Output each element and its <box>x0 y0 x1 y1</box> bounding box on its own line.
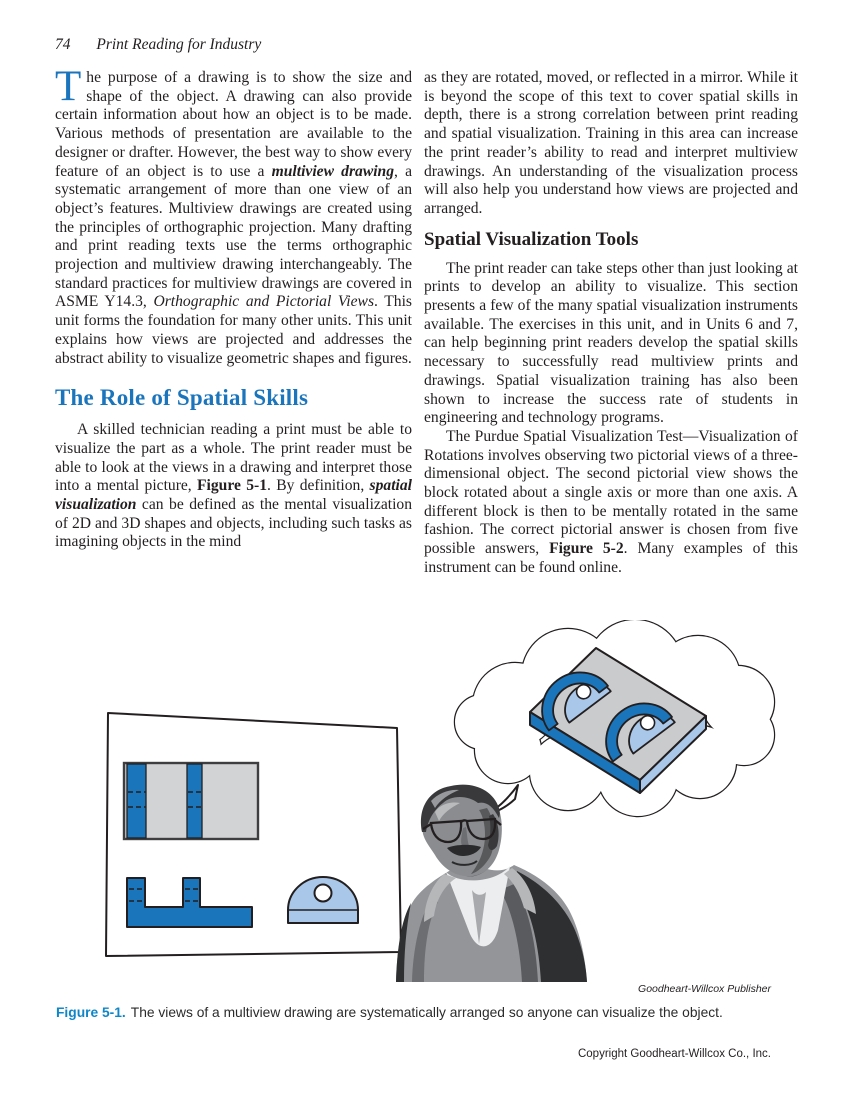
copyright-notice: Copyright Goodheart-Willcox Co., Inc. <box>577 1048 771 1060</box>
drop-cap: T <box>55 63 82 110</box>
figure-5-1-illustration <box>0 620 849 1005</box>
paragraph: A skilled technician reading a print must be able to visualize the part as a whole. The print reader must be able to look at the views in a drawing and interpret those into a mental picture, Figure 5-1. By definition, spatial visualization can be defined as the mental visualization of 2D and 3D shapes and objects, including such tasks as imagining objects in the mind <box>55 421 412 551</box>
page-number: 74 <box>55 36 71 53</box>
running-head <box>55 36 261 54</box>
intro-paragraph: The purpose of a drawing is to show the size and shape of the object. A drawing can also provide certain information about how an object is to be made. Various methods of presentation are available to the designer or drafter. However, the best way to show every feature of an object is to use a multiview drawing, a systematic arrangement of more than one view of an object’s features. Multiview drawings are created using the principles of orthographic projection. Many drafting and print reading texts use the terms orthographic projection and multiview drawing interchangeably. The standard practices for multiview drawings are covered in ASME Y14.3, Orthographic and Pictorial Views. This unit forms the foundation for many other units. This unit explains how views are projected and addresses the abstract ability to visualize geometric shapes and figures. <box>55 63 413 367</box>
column-right <box>424 69 798 578</box>
figure-caption-text: The views of a multiview drawing are systematically arranged so anyone can visualize the object. <box>130 1005 723 1020</box>
running-title: Print Reading for Industry <box>96 36 262 53</box>
paragraph: The Purdue Spatial Visualization Test—Visualization of Rotations involves observing two pictorial views of a three-dimensional object. The second pictorial view shows the block rotated about a single axis or more than one axis. A different block is then to be mentally rotated in the same fashion. The correct pictorial answer is chosen from five possible answers, Figure 5-2. Many examples of this instrument can be found online. <box>424 427 799 576</box>
figure-caption <box>56 1005 796 1020</box>
thinking-man-illustration <box>396 785 587 982</box>
thought-bubble <box>455 620 774 840</box>
multiview-board <box>106 713 401 956</box>
paragraph: The print reader can take steps other than just looking at prints to develop an ability to visualize. This section presents a few of the many spatial visualization instruments available. The exercises in this unit, and in Units 6 and 7, can help beginning print readers develop the spatial skills necessary to successfully read multiview prints and drawings. Spatial visualization training has also been shown to increase the success rate of students in engineering and technology programs. <box>424 259 798 427</box>
paragraph-continuation: as they are rotated, moved, or reflected in a mirror. While it is beyond the scope of this text to cover spatial skills in depth, there is a strong correlation between print reading and spatial visualization. Training in this area can increase the print reader’s ability to read and interpret multiview drawings. An understanding of the visualization process will also help you understand how views are projected and arranged. <box>424 69 798 217</box>
publisher-credit: Goodheart-Willcox Publisher <box>638 983 771 995</box>
figure-caption-label: Figure 5-1. <box>56 1005 126 1020</box>
column-left <box>55 63 413 552</box>
subheading-spatial-visualization-tools: Spatial Visualization Tools <box>424 228 639 250</box>
section-heading-role-of-spatial-skills: The Role of Spatial Skills <box>55 385 309 411</box>
top-view-drawing <box>124 763 258 839</box>
